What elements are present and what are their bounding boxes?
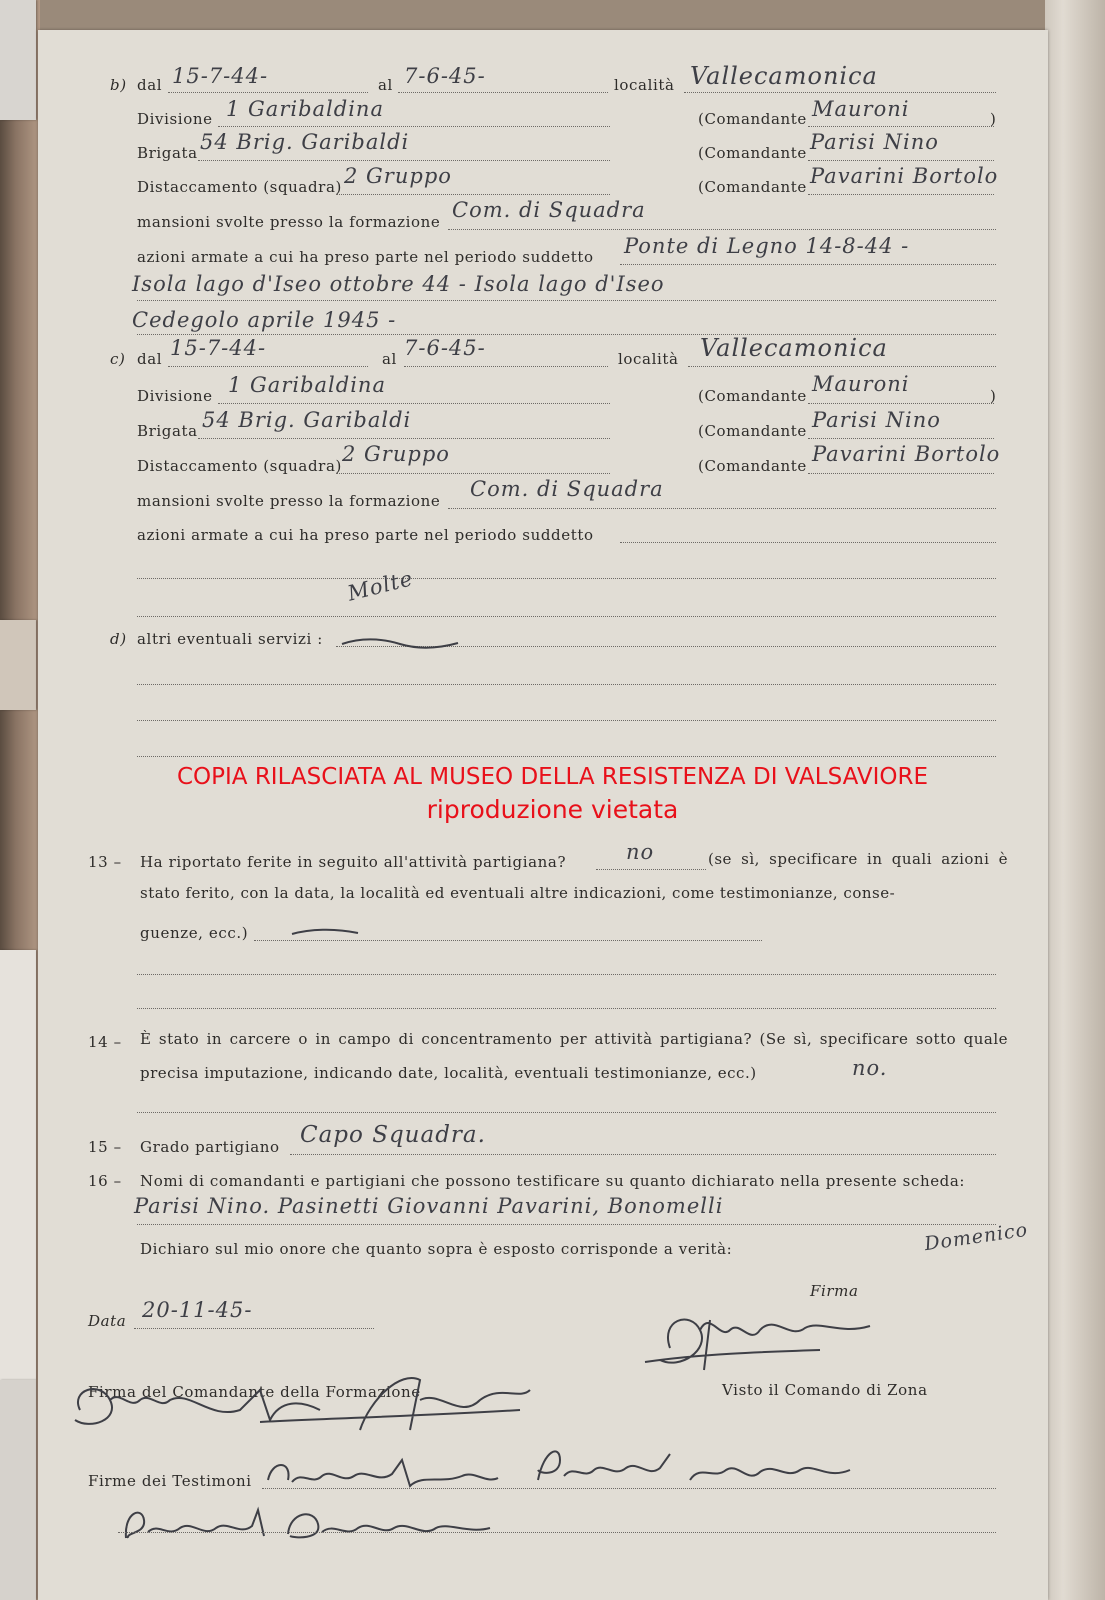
q13-number: 13 – (88, 853, 122, 871)
azioni-value: Molte (345, 566, 416, 606)
q16-line (137, 1224, 996, 1225)
comandante-dist-value: Pavarini Bortolo (812, 442, 1001, 466)
divisione-value: 1 Garibaldina (228, 373, 386, 397)
comandante-dist-value: Pavarini Bortolo (810, 164, 999, 188)
localita-label: località (614, 76, 675, 94)
q16-label: Nomi di comandanti e partigiani che possono testificare su quanto dichiarato nella presente scheda: (140, 1172, 966, 1190)
distaccamento-label: Distaccamento (squadra) (137, 457, 342, 475)
azioni-line (620, 542, 996, 543)
q13-line (137, 1008, 996, 1009)
comandante-label: (Comandante (698, 110, 807, 128)
comandante-line (808, 438, 994, 439)
q16-value-cont: Domenico (922, 1218, 1030, 1256)
q16-value: Parisi Nino. Pasinetti Giovanni Pavarini, Bonomelli (134, 1194, 724, 1218)
firme-testimoni-label: Firme dei Testimoni (88, 1472, 252, 1490)
mansioni-value: Com. di Squadra (470, 477, 664, 501)
azioni-line (620, 264, 996, 265)
localita-value: Vallecamonica (690, 62, 878, 90)
brigata-label: Brigata (137, 144, 198, 162)
brigata-line (198, 438, 610, 439)
signature-testimone-1 (262, 1450, 502, 1500)
divisione-label: Divisione (137, 110, 213, 128)
q13-text-part3: guenze, ecc.) (140, 924, 249, 942)
al-line (404, 366, 608, 367)
altri-servizi-line (137, 720, 996, 721)
mansioni-value: Com. di Squadra (452, 198, 646, 222)
q13-answer: no (626, 840, 655, 864)
q14-answer: no. (852, 1056, 888, 1080)
visto-comando-label: Visto il Comando di Zona (722, 1381, 928, 1399)
localita-label: località (618, 350, 679, 368)
azioni-value-line1: Ponte di Legno 14-8-44 - (624, 234, 910, 258)
brigata-line (198, 160, 610, 161)
comandante-line (808, 194, 994, 195)
watermark-line1: COPIA RILASCIATA AL MUSEO DELLA RESISTENZA DI VALSAVIORE (176, 764, 929, 790)
dal-label: dal (137, 76, 163, 94)
distaccamento-label: Distaccamento (squadra) (137, 178, 342, 196)
section-c-letter: c) (110, 350, 126, 368)
azioni-value-line3: Cedegolo aprile 1945 - (132, 308, 397, 332)
declaration-text: Dichiaro sul mio onore che quanto sopra è esposto corrisponde a verità: (140, 1240, 733, 1258)
brigata-value: 54 Brig. Garibaldi (202, 408, 412, 432)
al-value: 7-6-45- (404, 336, 486, 360)
watermark-line2: riproduzione vietata (426, 795, 679, 824)
dal-value: 15-7-44- (172, 64, 269, 88)
comandante-brig-value: Parisi Nino (812, 408, 941, 432)
mansioni-line (448, 508, 996, 509)
azioni-label: azioni armate a cui ha preso parte nel periodo suddetto (137, 526, 594, 544)
comandante-line (808, 403, 994, 404)
data-line (134, 1328, 374, 1329)
q15-label: Grado partigiano (140, 1138, 280, 1156)
al-line (398, 92, 608, 93)
localita-line (684, 92, 996, 93)
dal-line (168, 366, 368, 367)
comandante-line (808, 160, 994, 161)
azioni-line (137, 300, 996, 301)
altri-servizi-label: altri eventuali servizi : (137, 630, 323, 648)
q14-number: 14 – (88, 1033, 122, 1051)
comandante-label: (Comandante (698, 422, 807, 440)
comandante-brig-value: Parisi Nino (810, 130, 939, 154)
testimoni-line (118, 1532, 996, 1533)
signature-testimone-2 (530, 1440, 860, 1500)
q15-value: Capo Squadra. (300, 1122, 486, 1148)
q13-text-part2: (se sì, specificare in quali azioni è stato ferito, con la data, la località ed eventuali altre indicazioni, come testimonianze, conse- (140, 850, 1008, 902)
binder-tab (0, 950, 36, 1380)
signature-firma (640, 1300, 900, 1380)
al-label: al (378, 76, 393, 94)
distaccamento-value: 2 Gruppo (342, 442, 450, 466)
mansioni-label: mansioni svolte presso la formazione (137, 492, 441, 510)
azioni-line (137, 616, 996, 617)
q13-line (137, 974, 996, 975)
mansioni-label: mansioni svolte presso la formazione (137, 213, 441, 231)
signature-testimone-3 (118, 1498, 498, 1548)
q13-text-part1: Ha riportato ferite in seguito all'attività partigiana? (140, 853, 567, 871)
dal-line (168, 92, 368, 93)
divisione-line (218, 403, 610, 404)
divisione-label: Divisione (137, 387, 213, 405)
binder-tab (0, 0, 36, 120)
firma-comandante-label: Firma del Comandante della Formazione (88, 1383, 421, 1401)
distaccamento-line (336, 473, 610, 474)
distaccamento-line (336, 194, 610, 195)
q15-number: 15 – (88, 1138, 122, 1156)
binder-tab (0, 620, 36, 710)
comandante-line (808, 473, 994, 474)
section-d-letter: d) (110, 630, 127, 648)
azioni-line (137, 578, 996, 579)
brigata-value: 54 Brig. Garibaldi (200, 130, 410, 154)
comandante-label: (Comandante (698, 457, 807, 475)
data-value: 20-11-45- (142, 1298, 253, 1322)
brigata-label: Brigata (137, 422, 198, 440)
comandante-label: (Comandante (698, 387, 807, 405)
divisione-line (218, 126, 610, 127)
comandante-div-value: Mauroni (812, 372, 910, 396)
firma-label: Firma (810, 1282, 859, 1300)
dash-mark (290, 926, 360, 938)
altri-servizi-line (137, 684, 996, 685)
azioni-value-line2: Isola lago d'Iseo ottobre 44 - Isola lago d'Iseo (132, 272, 665, 296)
altri-servizi-line (137, 756, 996, 757)
azioni-label: azioni armate a cui ha preso parte nel periodo suddetto (137, 248, 594, 266)
comandante-line (808, 126, 994, 127)
mansioni-line (448, 229, 996, 230)
close-paren: ) (990, 387, 997, 405)
distaccamento-value: 2 Gruppo (344, 164, 452, 188)
dal-label: dal (137, 350, 163, 368)
comandante-div-value: Mauroni (812, 97, 910, 121)
q16-number: 16 – (88, 1172, 122, 1190)
data-label: Data (88, 1312, 127, 1330)
close-paren: ) (990, 110, 997, 128)
binder-tab (0, 1380, 36, 1600)
section-b-letter: b) (110, 76, 127, 94)
al-value: 7-6-45- (404, 64, 486, 88)
localita-value: Vallecamonica (700, 334, 888, 362)
divisione-value: 1 Garibaldina (226, 97, 384, 121)
localita-line (688, 366, 996, 367)
dash-mark (340, 636, 460, 650)
q13-line (254, 940, 762, 941)
q14-line (137, 1112, 996, 1113)
comandante-label: (Comandante (698, 144, 807, 162)
q15-line (290, 1154, 996, 1155)
q14-text: È stato in carcere o in campo di concentramento per attività partigiana? (Se sì, specificare sotto quale precisa imputazione, indicando date, località, eventuali testimonianze, ecc.) (140, 1030, 1008, 1082)
signature-comandante (60, 1360, 540, 1450)
al-label: al (382, 350, 397, 368)
dal-value: 15-7-44- (170, 336, 267, 360)
comandante-label: (Comandante (698, 178, 807, 196)
